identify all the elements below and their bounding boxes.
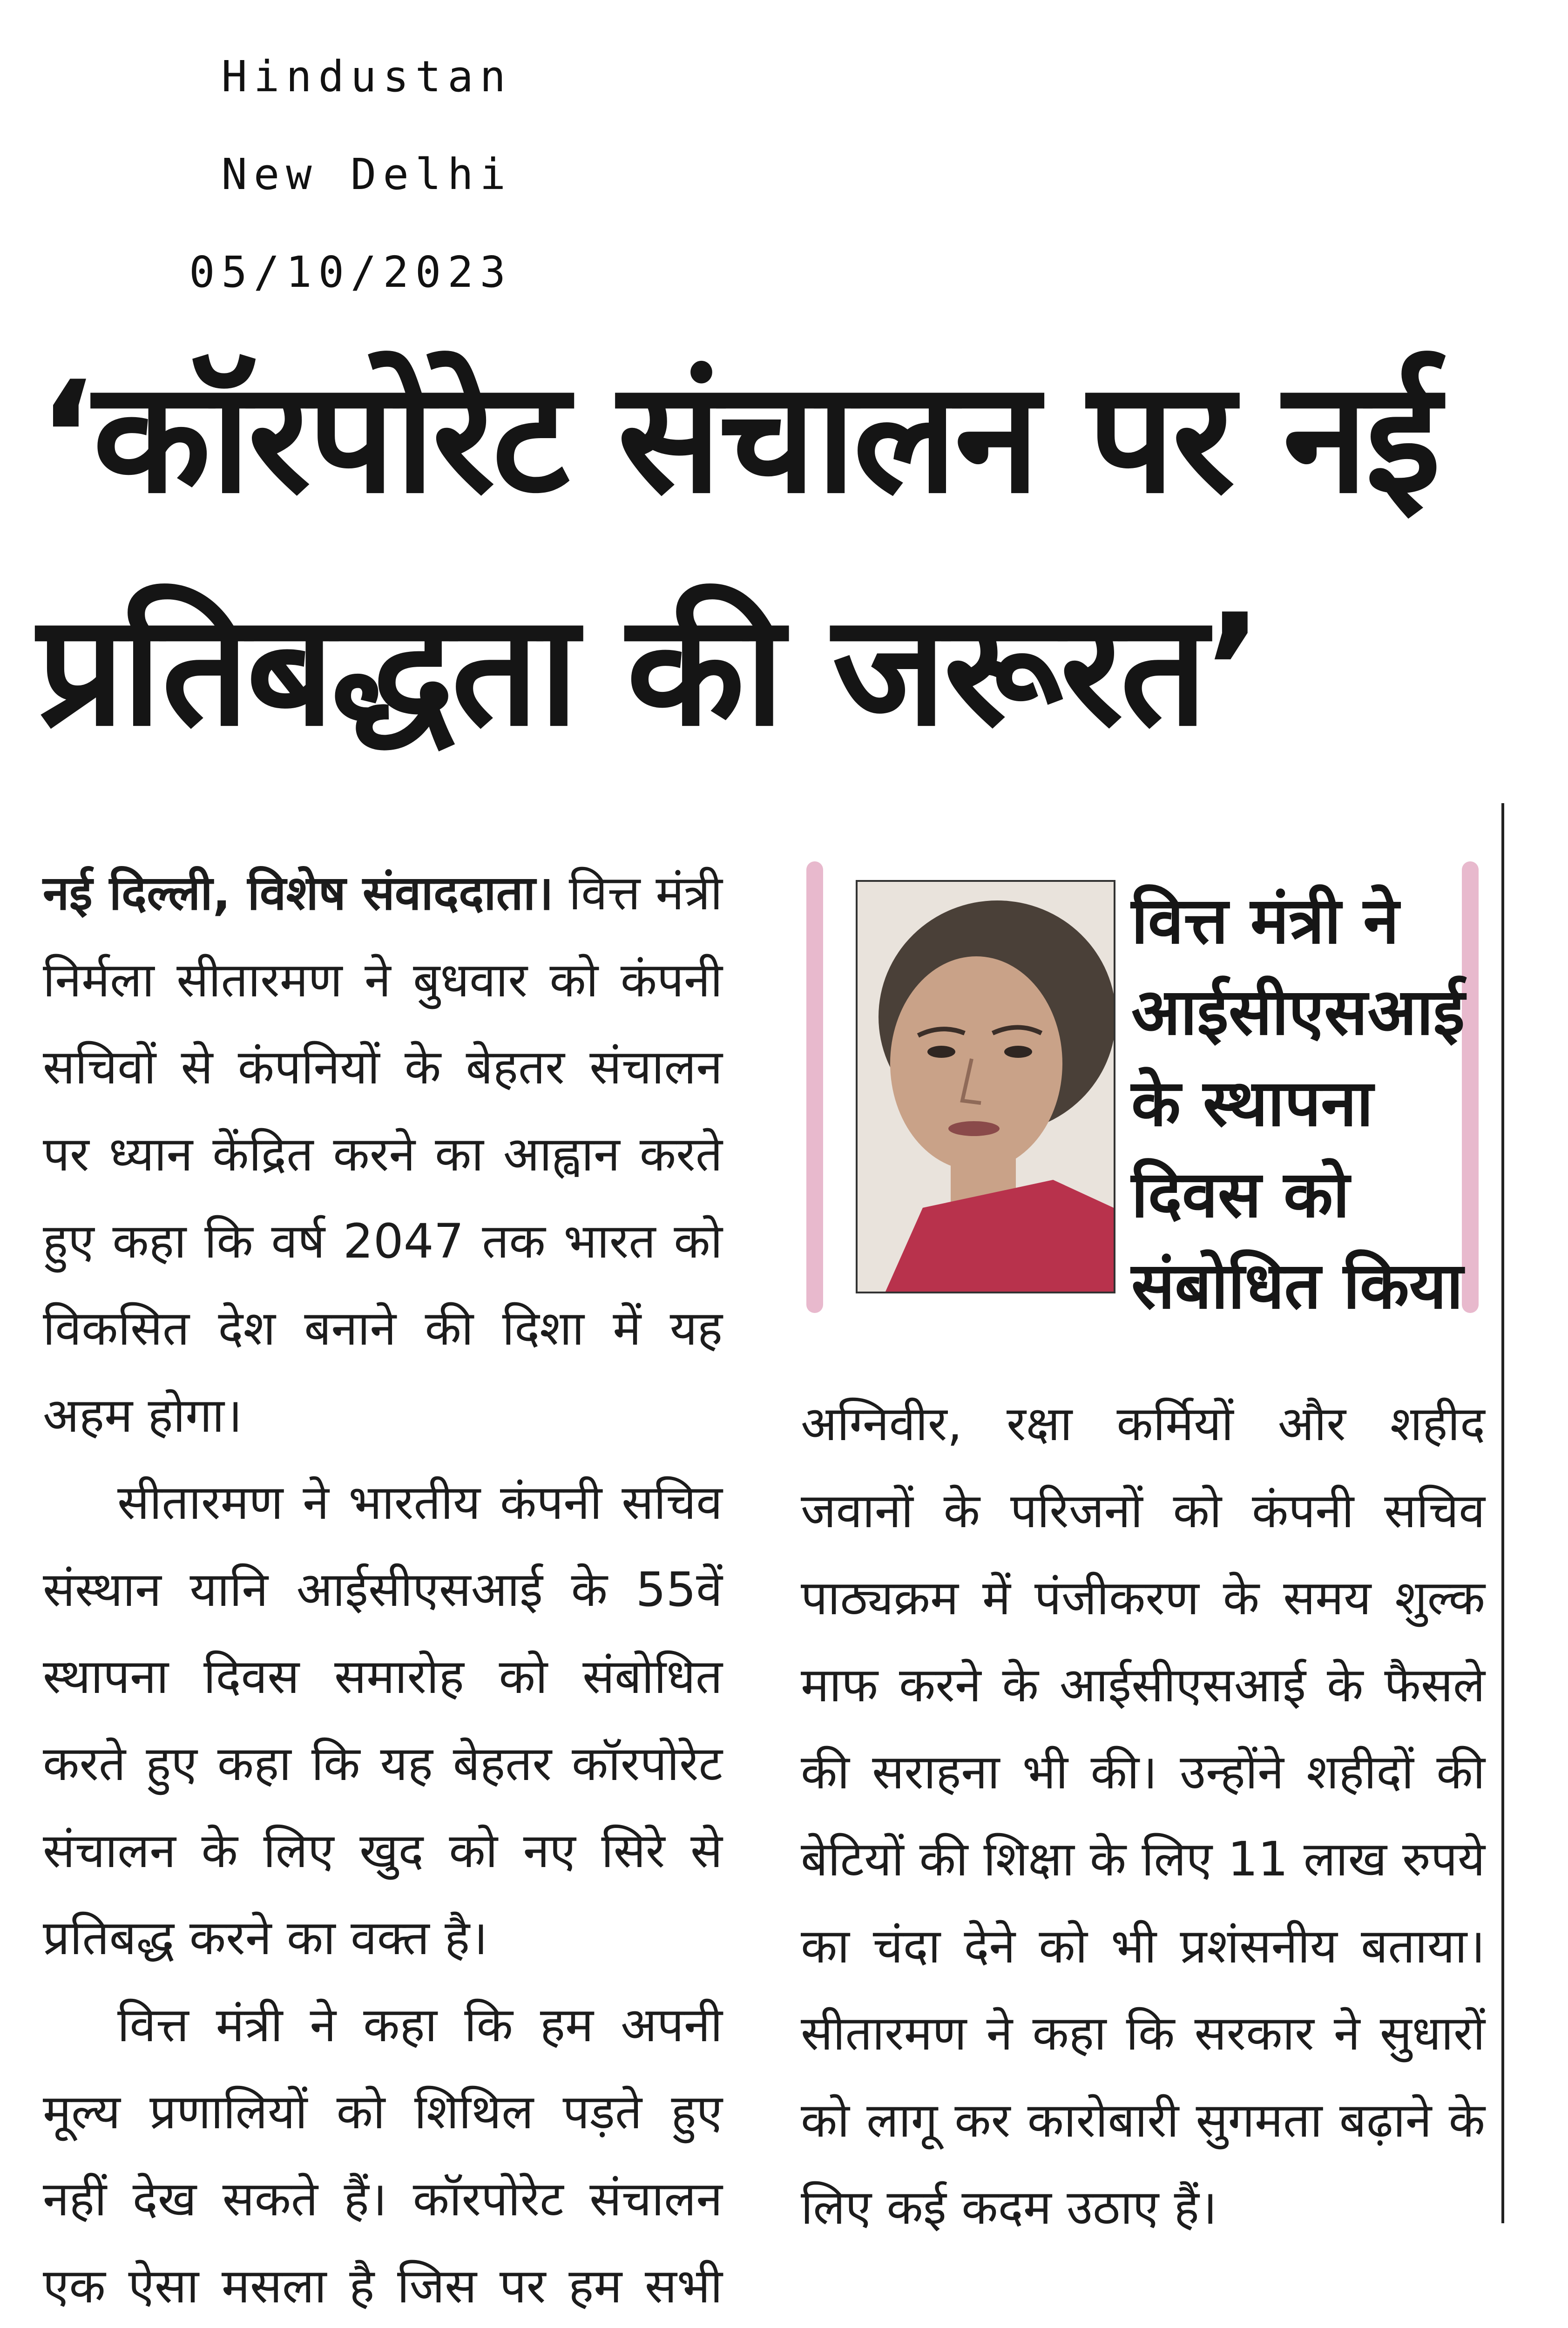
headline-line-2: प्रतिबद्धता की जरूरत’ [37,581,1261,760]
callout-line-5: संबोधित किया [1131,1248,1463,1323]
headline-line-1: ‘कॉरपोरेट संचालन पर नई [37,348,1438,527]
callout-bracket-left [806,861,823,1313]
callout-line-4: दिवस को [1131,1157,1350,1232]
article-paragraph-4: अग्निवीर, रक्षा कर्मियों और शहीद जवानों के परिजनों को कंपनी सचिव पाठ्यक्रम में पंजीकरण के समय शुल्क माफ करने के आईसीएसआई के फैसले की सराहना भी की। उन्होंने शहीदों की बेटियों की शिक्षा के लिए 11 लाख रुपये का चंदा देने को भी प्रशंसनीय बताया। सीतारमण ने कहा कि सरकार ने सुधारों को लागू कर कारोबारी सुगमता बढ़ाने के लिए कई कदम उठाए हैं। [801,1396,1485,2235]
callout-line-1: वित्त मंत्री ने [1131,883,1399,958]
photo-callout [1131,875,1485,1332]
callout-line-2: आईसीएसआई [1131,975,1465,1049]
dateline: नई दिल्ली, विशेष संवाददाता। [43,866,554,921]
minister-photo [856,880,1115,1293]
publication-date: 05/10/2023 [189,247,512,297]
article-paragraph-1-text: वित्त मंत्री निर्मला सीतारमण ने बुधवार को कंपनी सचिवों से कंपनियों के बेहतर संचालन पर ध्यान केंद्रित करने का आह्वान करते हुए कहा कि वर्ष 2047 तक भारत को विकसित देश बनाने की दिशा में यह अहम होगा। [43,866,723,1443]
edition-name: New Delhi [221,149,512,199]
clipping-meta [93,28,512,321]
article-paragraph-2: सीतारमण ने भारतीय कंपनी सचिव संस्थान यानि आईसीएसआई के 55वें स्थापना दिवस समारोह को संबोधित करते हुए कहा कि यह बेहतर कॉरपोरेट संचालन के लिए खुद को नए सिरे से प्रतिबद्ध करने का वक्त है। [43,1475,723,1966]
column-rule [1501,803,1504,2223]
headline [37,321,1527,787]
article-paragraph-3: वित्त मंत्री ने कहा कि हम अपनी मूल्य प्रणालियों को शिथिल पड़ते हुए नहीं देख सकते हैं। कॉरपोरेट संचालन एक ऐसा मसला है जिस पर हम सभी [43,1997,723,2314]
callout-line-3: के स्थापना [1131,1066,1373,1141]
person-portrait-icon [858,882,1114,1292]
article-column-left [43,850,723,2328]
article-paragraph-1 [43,850,723,1459]
publication-name: Hindustan [221,52,512,102]
article-column-right [801,1381,1485,2251]
